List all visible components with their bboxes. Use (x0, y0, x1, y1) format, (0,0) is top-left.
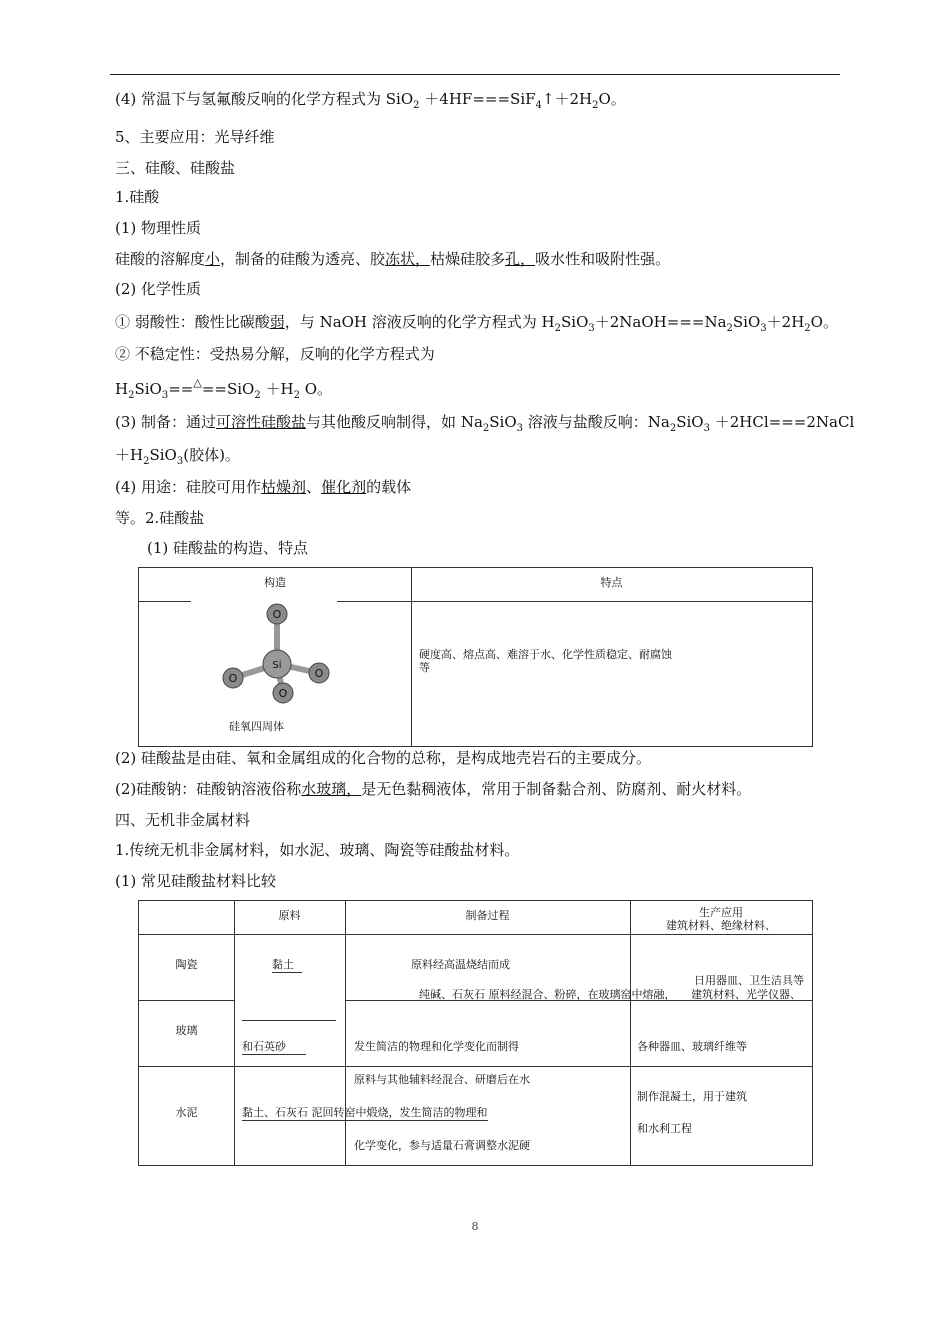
header-process: 制备过程 (465, 909, 510, 922)
header-application: 生产应用 建筑材料、绝缘材料、 (666, 906, 776, 932)
label-o-bottom: O (278, 687, 288, 700)
row-cement-application-1: 制作混凝土，用于建筑 (637, 1090, 747, 1103)
section-heading-materials: 四、无机非金属材料 (115, 811, 251, 829)
row-ceramics-process: 原料经高温烧结而成 (411, 958, 510, 971)
chemical-properties-heading: (2) 化学性质 (115, 280, 202, 298)
physical-properties-heading: (1) 物理性质 (115, 219, 202, 237)
header-feature: 特点 (600, 576, 623, 589)
table1-divider (411, 568, 412, 746)
label-o-left: O (228, 672, 238, 685)
row-glass-application-extra: 建筑材料、光学仪器、 (691, 988, 801, 1001)
row-cement-material: 黏土、石灰石 泥回转窑中煅烧，发生简洁的物理和 (242, 1106, 488, 1119)
silicate-features: 硬度高、熔点高、难溶于水、化学性质稳定、耐腐蚀 等 (419, 648, 672, 674)
subheading-silicic-acid: 1.硅酸 (115, 188, 160, 206)
t2-hline-3 (139, 1066, 812, 1067)
row-glass-blank-underline (242, 1020, 336, 1021)
silicate-structure-table (138, 567, 813, 747)
table1-header-rule-left (139, 601, 191, 602)
row-glass-material: 和石英砂 (242, 1038, 306, 1055)
main-application-line: 5、主要应用：光导纤维 (115, 128, 275, 146)
tetrahedron-caption: 硅氧四周体 (229, 720, 284, 733)
label-o-right: O (314, 667, 324, 680)
label-si: Si (272, 660, 282, 671)
t2-vline-1 (234, 901, 235, 1165)
instability-line: ② 不稳定性：受热易分解，反响的化学方程式为 (115, 345, 435, 363)
header-material: 原料 (278, 909, 301, 922)
t2-vline-3 (630, 901, 631, 1165)
table1-header-rule (411, 601, 812, 602)
row-glass-application: 各种器皿、玻璃纤维等 (637, 1040, 747, 1053)
silicate-definition: (2) 硅酸盐是由硅、氧和金属组成的化合物的总称，是构成地壳岩石的主要成分。 (115, 749, 652, 767)
row-glass-process: 发生简洁的物理和化学变化而制得 (354, 1040, 519, 1053)
heat-triangle-icon: △ (193, 376, 202, 389)
row-ceramics-material: 黏土 (272, 956, 302, 973)
silicate-structure-heading: (1) 硅酸盐的构造、特点 (147, 539, 309, 557)
header-rule (110, 74, 840, 75)
t2-hline-2a (139, 1000, 234, 1001)
label-o-top: O (272, 608, 282, 621)
row-ceramics-name: 陶瓷 (175, 958, 198, 971)
row-glass-process-extra: 纯碱、石灰石 原料经混合、粉碎，在玻璃窑中熔融， (419, 988, 676, 1001)
hf-reaction-line: (4) 常温下与氢氟酸反响的化学方程式为 $SiO_2 +4HF===SiF_4↑+2H_2O$。 (115, 90, 626, 111)
silicate-materials-table (138, 900, 813, 1166)
t2-hline-1 (139, 934, 812, 935)
preparation-line-cont: $+H_2SiO_3$(胶体)。 (115, 446, 240, 467)
row-cement-process-3: 化学变化，参与适量石膏调整水泥硬 (354, 1139, 530, 1152)
table1-header-rule-mid (329, 601, 411, 602)
row-ceramics-application: 日用器皿、卫生洁具等 (694, 974, 804, 987)
preparation-line: (3) 制备：通过可溶性硅酸盐与其他酸反响制得，如 $Na_2SiO_3$ 溶液与盐酸反响：$Na_2SiO_3$ ＋2HCl===2NaCl (115, 413, 855, 434)
row-cement-process-1: 原料与其他辅料经混合、研磨后在水 (354, 1073, 530, 1086)
traditional-materials-line: 1.传统无机非金属材料，如水泥、玻璃、陶瓷等硅酸盐材料。 (115, 841, 520, 859)
silicate-subheading: 等。2.硅酸盐 (115, 509, 205, 527)
page-number: 8 (471, 1220, 479, 1233)
row-cement-name: 水泥 (175, 1106, 198, 1119)
physical-properties-text: 硅酸的溶解度小，制备的硅酸为透亮、胶冻状，枯燥硅胶多孔，吸水性和吸附性强。 (115, 250, 671, 268)
decomposition-equation: $H_2SiO_3==^\triangle==SiO_2 +H_2$ O。 (115, 376, 333, 401)
usage-line: (4) 用途：硅胶可用作枯燥剂、催化剂的载体 (115, 478, 412, 496)
row-glass-name: 玻璃 (175, 1024, 198, 1037)
row-cement-application-2: 和水利工程 (637, 1122, 692, 1135)
t2-vline-2 (345, 901, 346, 1165)
weak-acid-line: ① 弱酸性：酸性比碳酸弱，与 NaOH 溶液反响的化学方程式为 $H_2SiO_3+2NaOH===Na_2SiO_3+2H_2O$。 (115, 313, 838, 334)
sodium-silicate-line: (2)硅酸钠：硅酸钠溶液俗称水玻璃，是无色黏稠液体，常用于制备黏合剂、防腐剂、耐火材料。 (115, 780, 752, 798)
section-heading-silicic: 三、硅酸、硅酸盐 (115, 159, 236, 177)
comparison-heading: (1) 常见硅酸盐材料比较 (115, 872, 277, 890)
silicon-oxygen-tetrahedron-icon (219, 598, 339, 708)
header-structure: 构造 (264, 576, 286, 589)
